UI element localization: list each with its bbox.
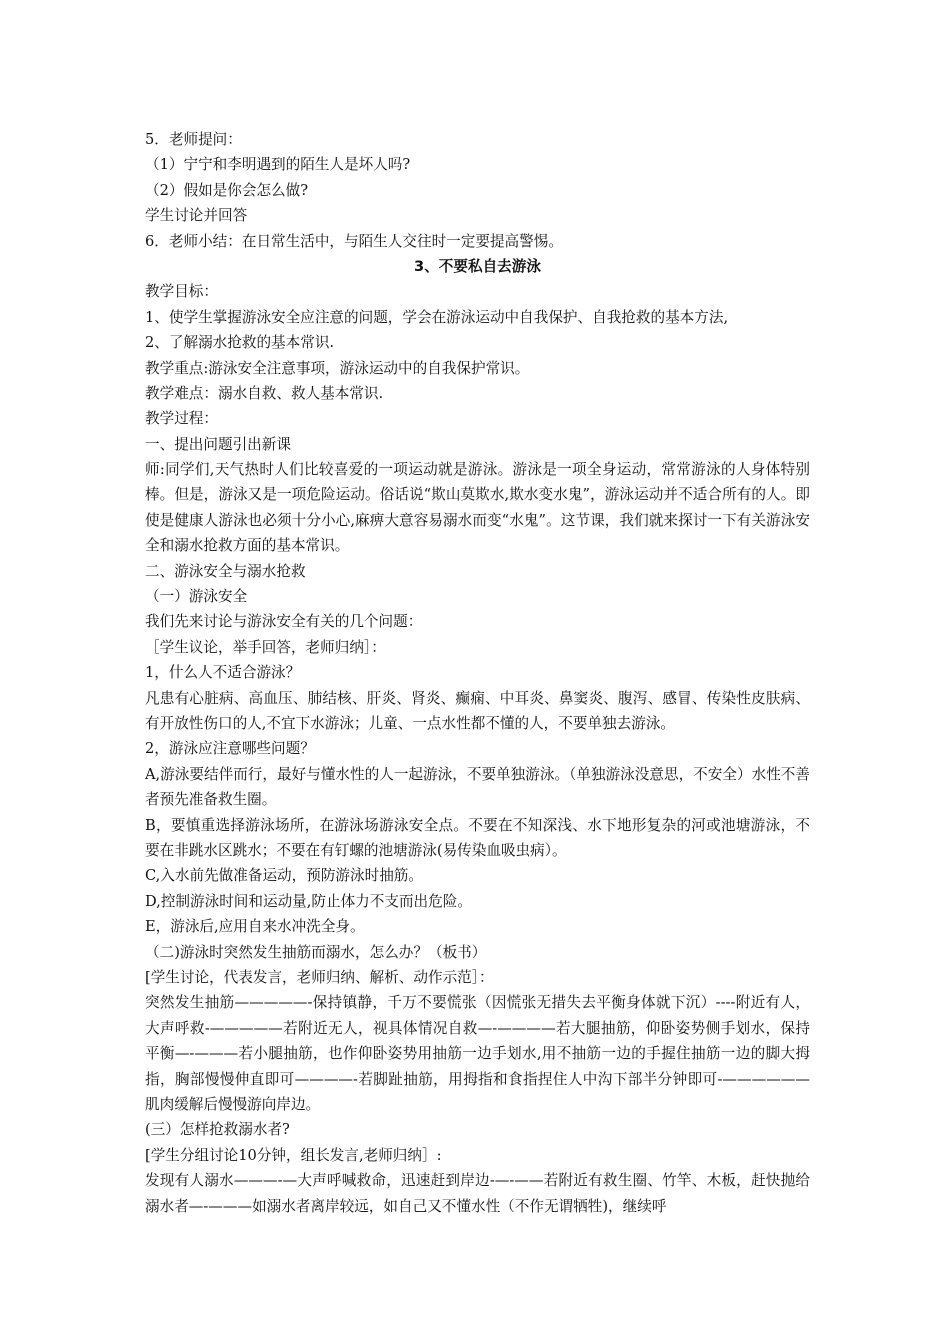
paragraph: B，要慎重选择游泳场所，在游泳场游泳安全点。不要在不知深浅、水下地形复杂的河或池塘游泳，不要在非跳水区跳水；不要在有钉螺的池塘游泳(易传染血吸虫病）。 [145, 816, 810, 860]
paragraph: 发现有人溺水———-—大声呼喊救命，迅速赶到岸边-—-——若附近有救生圈、竹竿、木板，赶快抛给溺水者—-———如溺水者离岸较远，如自己又不懂水性（不作无谓牺牲)，继续呼 [145, 1172, 810, 1215]
text-line: 教学重点:游泳安全注意事项，游泳运动中的自我保护常识。 [145, 359, 530, 377]
text-line: 一、提出问题引出新课 [145, 435, 291, 453]
text-line: ［学生议论，举手回答，老师归纳］： [145, 638, 386, 656]
text-line: 1、使学生掌握游泳安全应注意的问题，学会在游泳运动中自我保护、自我抢救的基本方法, [145, 308, 729, 326]
text-line: （1）宁宁和李明遇到的陌生人是坏人吗? [145, 156, 411, 174]
text-line: [学生讨论，代表发言，老师归纳、解析、动作示范］： [145, 969, 494, 987]
text-line: [学生分组讨论10分钟，组长发言,老师归纳］: [145, 1146, 442, 1164]
paragraph: A,游泳要结伴而行，最好与懂水性的人一起游泳，不要单独游泳。（单独游泳没意思，不安全）水性不善者预先准备救生圈。 [145, 765, 810, 809]
text-line: （一）游泳安全 [145, 588, 248, 606]
text-line: D,控制游泳时间和运动量,防止体力不支而出危险。 [145, 892, 472, 910]
text-line: 2、了解溺水抢救的基本常识. [145, 334, 335, 352]
text-line: 二、游泳安全与溺水抢救 [145, 562, 306, 580]
text-line: 教学难点：溺水自救、救人基本常识. [145, 384, 384, 402]
text-line: （二)游泳时突然发生抽筋而溺水，怎么办？（板书） [145, 943, 487, 961]
text-line: 2，游泳应注意哪些问题？ [145, 740, 315, 758]
text-line: (三）怎样抢救溺水者? [145, 1121, 290, 1139]
text-line: 教学过程： [145, 410, 218, 428]
text-line: 6．老师小结：在日常生活中，与陌生人交往时一定要提高警惕。 [145, 232, 563, 250]
text-line: 5．老师提问： [145, 131, 242, 148]
section-title: 3、不要私自去游泳 [414, 257, 541, 275]
text-line: （2）假如是你会怎么做? [145, 181, 309, 199]
text-line: 教学目标： [145, 283, 218, 301]
document-page [145, 127, 810, 1219]
paragraph: 师:同学们,天气热时人们比较喜爱的一项运动就是游泳。游泳是一项全身运动，常常游泳的人身体特别棒。但是，游泳又是一项危险运动。俗话说“欺山莫欺水,欺水变水鬼”，游泳运动并不适合所有的人。即使是健康人游泳也必须十分小心,麻痹大意容易溺水而变“水鬼”。这节课，我们就来探讨一下有关游泳安全和溺水抢救方面的基本常识。 [145, 461, 810, 555]
text-line: 学生讨论并回答 [145, 207, 248, 225]
text-line: 1，什么人不适合游泳？ [145, 664, 301, 682]
text-line: E，游泳后,应用自来水冲洗全身。 [145, 918, 365, 936]
text-line: C,入水前先做准备运动，预防游泳时抽筋。 [145, 867, 423, 885]
text-line: 我们先来讨论与游泳安全有关的几个问题： [145, 613, 423, 631]
paragraph: 突然发生抽筋—————-保持镇静，千万不要慌张（因慌张无措失去平衡身体就下沉）----附近有人，大声呼救-—————若附近无人，视具体情况自救—-————若大腿抽筋，仰卧姿势侧手划水，保持平衡—-———若小腿抽筋，也作仰卧姿势用抽筋一边手划水,用不抽筋一边的手握住抽筋一边的脚大拇指，胸部慢慢伸直即可————-若脚趾抽筋，用拇指和食指捏住人中沟下部半分钟即可-——————肌肉缓解后慢慢游向岸边。 [145, 994, 810, 1114]
paragraph: 凡患有心脏病、高血压、肺结核、肝炎、肾炎、癫痫、中耳炎、鼻窦炎、腹泻、感冒、传染性皮肤病、有开放性伤口的人,不宜下水游泳；儿童、一点水性都不懂的人，不要单独去游泳。 [145, 689, 810, 733]
